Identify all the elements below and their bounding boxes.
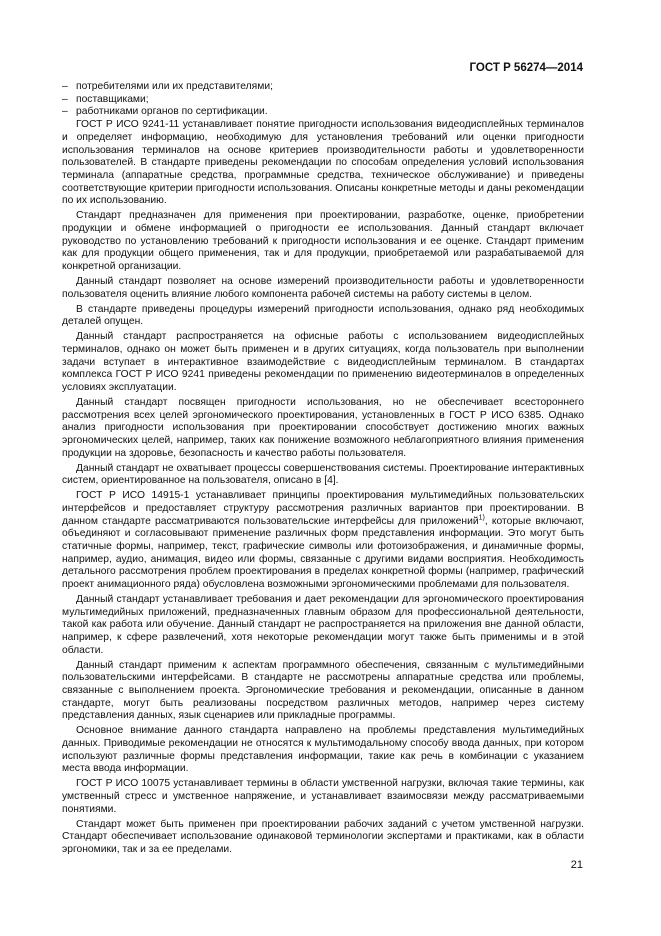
document-body: [62, 81, 584, 859]
paragraph: Основное внимание данного стандарта направлено на проблемы представления мультимедийных данных. Приводимые рекомендации не относятся к мультимодальному способу ввода данных, при котором используют различные формы представления информации, такие как речь в комбинации с указанием места ввода информации.: [62, 725, 584, 775]
paragraph: ГОСТ Р ИСО 9241-11 устанавливает понятие пригодности использования видеодисплейных терминалов и определяет информацию, необходимую для установления требований или оценки пригодности использования терминалов на основе критериев производительности работы и удовлетворенности пользователей. В стандарте приведены рекомендации по способам определения условий использования терминала (аппаратные средства, программные средства, техническое обслуживание) и приведены соответствующие критерии пригодности использования. Описаны конкретные методы и даны рекомендации по их использованию.: [62, 119, 584, 207]
list-item: [62, 81, 584, 94]
paragraph: Данный стандарт устанавливает требования и дает рекомендации для эргономического проектирования мультимедийных приложений, предназначенных главным образом для профессиональной деятельности, такой как работа или обучение. Данный стандарт не распространяется на приложения вне данной области, например, к сфере развлечений, хотя некоторые рекомендации могут также быть применимы и в этой области.: [62, 593, 584, 656]
list-item-text: поставщиками;: [76, 93, 149, 105]
paragraph: Данный стандарт позволяет на основе измерений производительности работы и удовлетворенности пользователя оценить влияние любого компонента рабочей системы на работу системы в целом.: [62, 275, 584, 300]
list-item-text: потребителями или их представителями;: [76, 81, 273, 92]
paragraph: Данный стандарт не охватывает процессы совершенствования системы. Проектирование интерактивных систем, ориентированное на пользователя, описано в [4].: [62, 462, 584, 487]
dash-marker: –: [62, 106, 68, 118]
paragraph-with-footnote: [62, 490, 584, 592]
footnote-mark: 1): [478, 514, 485, 522]
list-item-text: работниками органов по сертификации.: [76, 106, 268, 118]
paragraph: Данный стандарт применим к аспектам программного обеспечения, связанным с мультимедийными пользовательскими интерфейсами. В стандарте не рассмотрены аппаратные средства или проблемы, связанные с выполнением проекта. Эргономические требования и рекомендации, описанные в данном стандарте, могут быть реализованы посредством различных методов, например через систему представления данных, язык сценариев или прикладные программы.: [62, 659, 584, 722]
paragraph: В стандарте приведены процедуры измерений пригодности использования, однако ряд необходимых деталей опущен.: [62, 303, 584, 328]
paragraph: ГОСТ Р ИСО 10075 устанавливает термины в области умственной нагрузки, включая такие термины, как умственный стресс и умственное напряжение, и устанавливает взаимосвязи между рассматриваемыми понятиями.: [62, 778, 584, 815]
paragraph: Стандарт предназначен для применения при проектировании, разработке, оценке, приобретении продукции и обмене информацией о пригодности ее использования. Данный стандарт включает руководство по установлению требований к пригодности использования и ее оценке. Стандарт применим как для продукции общего применения, так и для продукции, приобретаемой или разрабатываемой для конкретной организации.: [62, 210, 584, 273]
page-number: 21: [570, 859, 583, 871]
document-header: ГОСТ Р 56274—2014: [469, 62, 583, 74]
paragraph: Данный стандарт посвящен пригодности использования, но не обеспечивает всестороннего рассмотрения всех целей эргономического проектирования, установленных в ГОСТ Р ИСО 6385. Однако анализ пригодности использования при проектировании способствует достижению многих важных эргономических целей, например, таких как понижение возможного неблагоприятного влияния применения продукции на здоровье, безопасность и качество работы пользователя.: [62, 396, 584, 459]
paragraph: Стандарт может быть применен при проектировании рабочих заданий с учетом умственной нагрузки. Стандарт обеспечивает использование одинаковой терминологии экспертами и практиками, как в области эргономики, так и за ее пределами.: [62, 818, 584, 856]
paragraph: Данный стандарт распространяется на офисные работы с использованием видеодисплейных терминалов, однако он может быть применен и в других ситуациях, когда пользователь при выполнении задачи вступает в интерактивное взаимодействие с видеодисплейным терминалом. В стандартах комплекса ГОСТ Р ИСО 9241 приведены рекомендации по применению видеотерминалов в определенных условиях эксплуатации.: [62, 331, 584, 393]
dash-marker: –: [62, 93, 68, 105]
list-item: [62, 94, 584, 107]
paragraph-text: , которые включают, объединяют и согласовывают применение различных форм представления информации. Это могут быть статичные формы, например, текст, графические символы или фотоизображения, и динамичные формы, например, аудио, анимация, видео или формы, связанные с другими видами восприятия. Необходимость детального рассмотрения проблем проектирования в пределах конкретной формы (например, графический проект анимационного ряда) обусловлена возможными эргономическими проблемами для пользователя.: [62, 515, 584, 591]
paragraph-text: ГОСТ Р ИСО 14915-1 устанавливает принципы проектирования мультимедийных пользовательских интерфейсов и предоставляет структуру рассмотрения различных вариантов при проектировании. В данном стандарте рассматриваются пользовательские интерфейсы для приложений: [62, 490, 584, 527]
dash-marker: –: [62, 81, 68, 92]
list-item: [62, 106, 584, 119]
